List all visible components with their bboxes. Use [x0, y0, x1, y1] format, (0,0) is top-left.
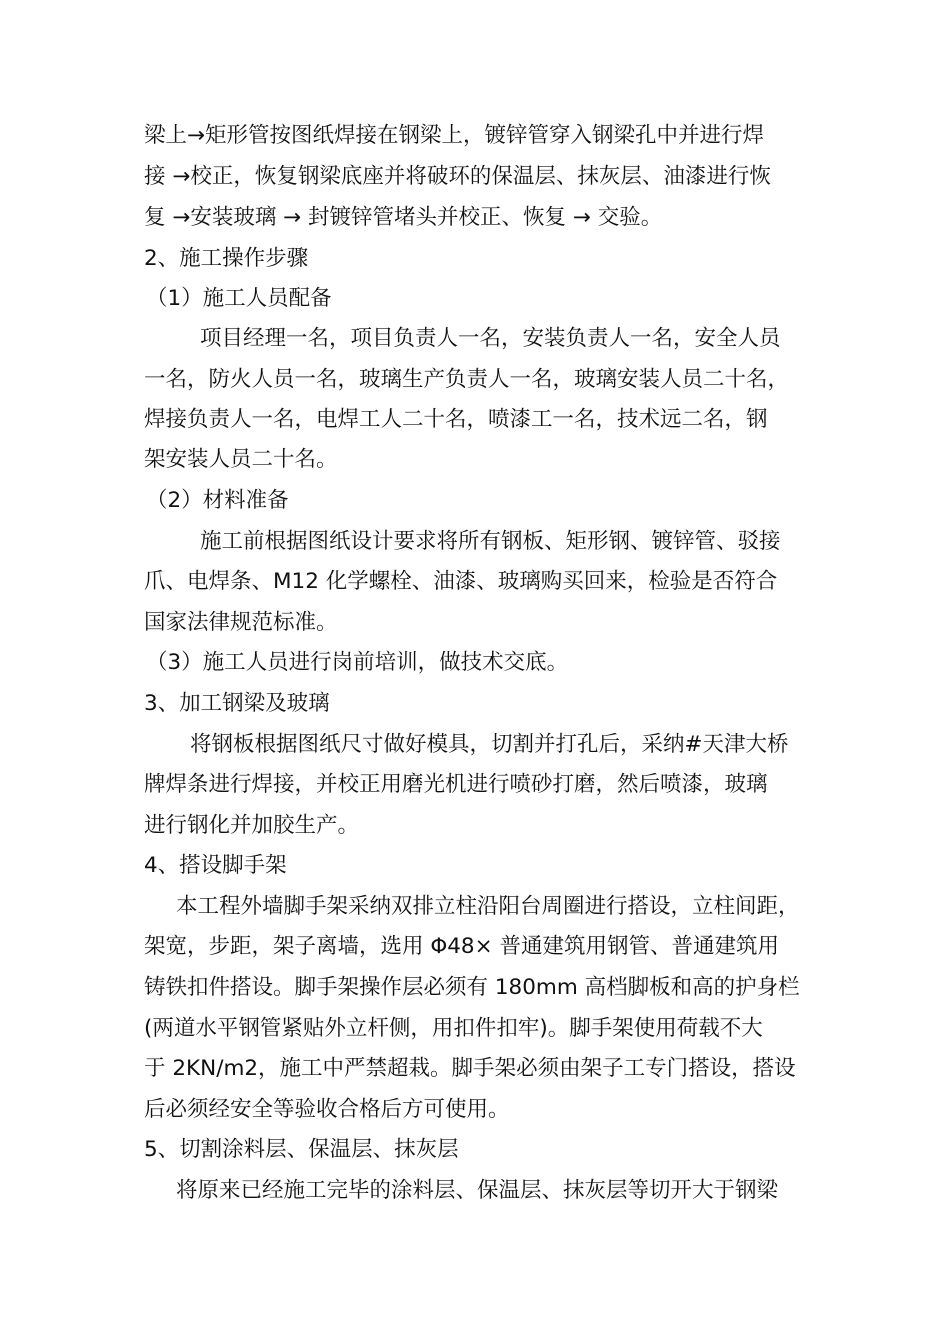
subsection-heading: （1）施工人员配备: [146, 286, 332, 311]
body-text-line: 将钢板根据图纸尺寸做好模具，切割并打孔后，采纳#天津大桥: [190, 732, 789, 757]
body-text-line: 国家法律规范标准。: [144, 610, 338, 635]
body-text-line: 架安装人员二十名。: [144, 447, 338, 472]
subsection-heading: （3）施工人员进行岗前培训，做技术交底。: [146, 650, 569, 675]
body-text-line: 将原来已经施工完毕的涂料层、保温层、抹灰层等切开大于钢梁: [176, 1178, 779, 1203]
body-text-line: 接 →校正，恢复钢梁底座并将破环的保温层、抹灰层、油漆进行恢: [144, 164, 771, 189]
section-heading: 5、切割涂料层、保温层、抹灰层: [144, 1137, 459, 1162]
body-text-line: (两道水平钢管紧贴外立杆侧，用扣件扣牢)。脚手架使用荷载不大: [144, 1016, 763, 1041]
body-text-line: 牌焊条进行焊接，并校正用磨光机进行喷砂打磨，然后喷漆，玻璃: [144, 772, 768, 797]
body-text-line: 架宽，步距，架子离墙，选用 Φ48× 普通建筑用钢管、普通建筑用: [144, 934, 779, 959]
subsection-heading: （2）材料准备: [146, 488, 289, 513]
section-heading: 3、加工钢梁及玻璃: [144, 691, 330, 716]
body-text-line: 一名，防火人员一名，玻璃生产负责人一名，玻璃安装人员二十名，: [144, 367, 790, 392]
body-text-line: 本工程外墙脚手架采纳双排立柱沿阳台周圈进行搭设，立柱间距，: [176, 894, 800, 919]
body-text-line: 施工前根据图纸设计要求将所有钢板、矩形钢、镀锌管、驳接: [200, 529, 781, 554]
section-heading: 4、搭设脚手架: [144, 853, 287, 878]
body-text-line: 复 →安装玻璃 → 封镀锌管堵头并校正、恢复 → 交验。: [144, 205, 663, 230]
body-text-line: 铸铁扣件搭设。脚手架操作层必须有 180mm 高档脚板和高的护身栏: [144, 975, 800, 1000]
body-text-line: 于 2KN/m2，施工中严禁超栽。脚手架必须由架子工专门搭设，搭设: [144, 1056, 796, 1081]
body-text-line: 爪、电焊条、M12 化学螺栓、油漆、玻璃购买回来，检验是否符合: [144, 569, 778, 594]
body-text-line: 梁上→矩形管按图纸焊接在钢梁上，镀锌管穿入钢梁孔中并进行焊: [144, 123, 765, 148]
body-text-line: 后必须经安全等验收合格后方可使用。: [144, 1097, 510, 1122]
section-heading: 2、施工操作步骤: [144, 246, 309, 271]
body-text-line: 项目经理一名，项目负责人一名，安装负责人一名，安全人员: [200, 326, 781, 351]
body-text-line: 进行钢化并加胶生产。: [144, 813, 360, 838]
body-text-line: 焊接负责人一名，电焊工人二十名，喷漆工一名，技术远二名，钢: [144, 407, 768, 432]
